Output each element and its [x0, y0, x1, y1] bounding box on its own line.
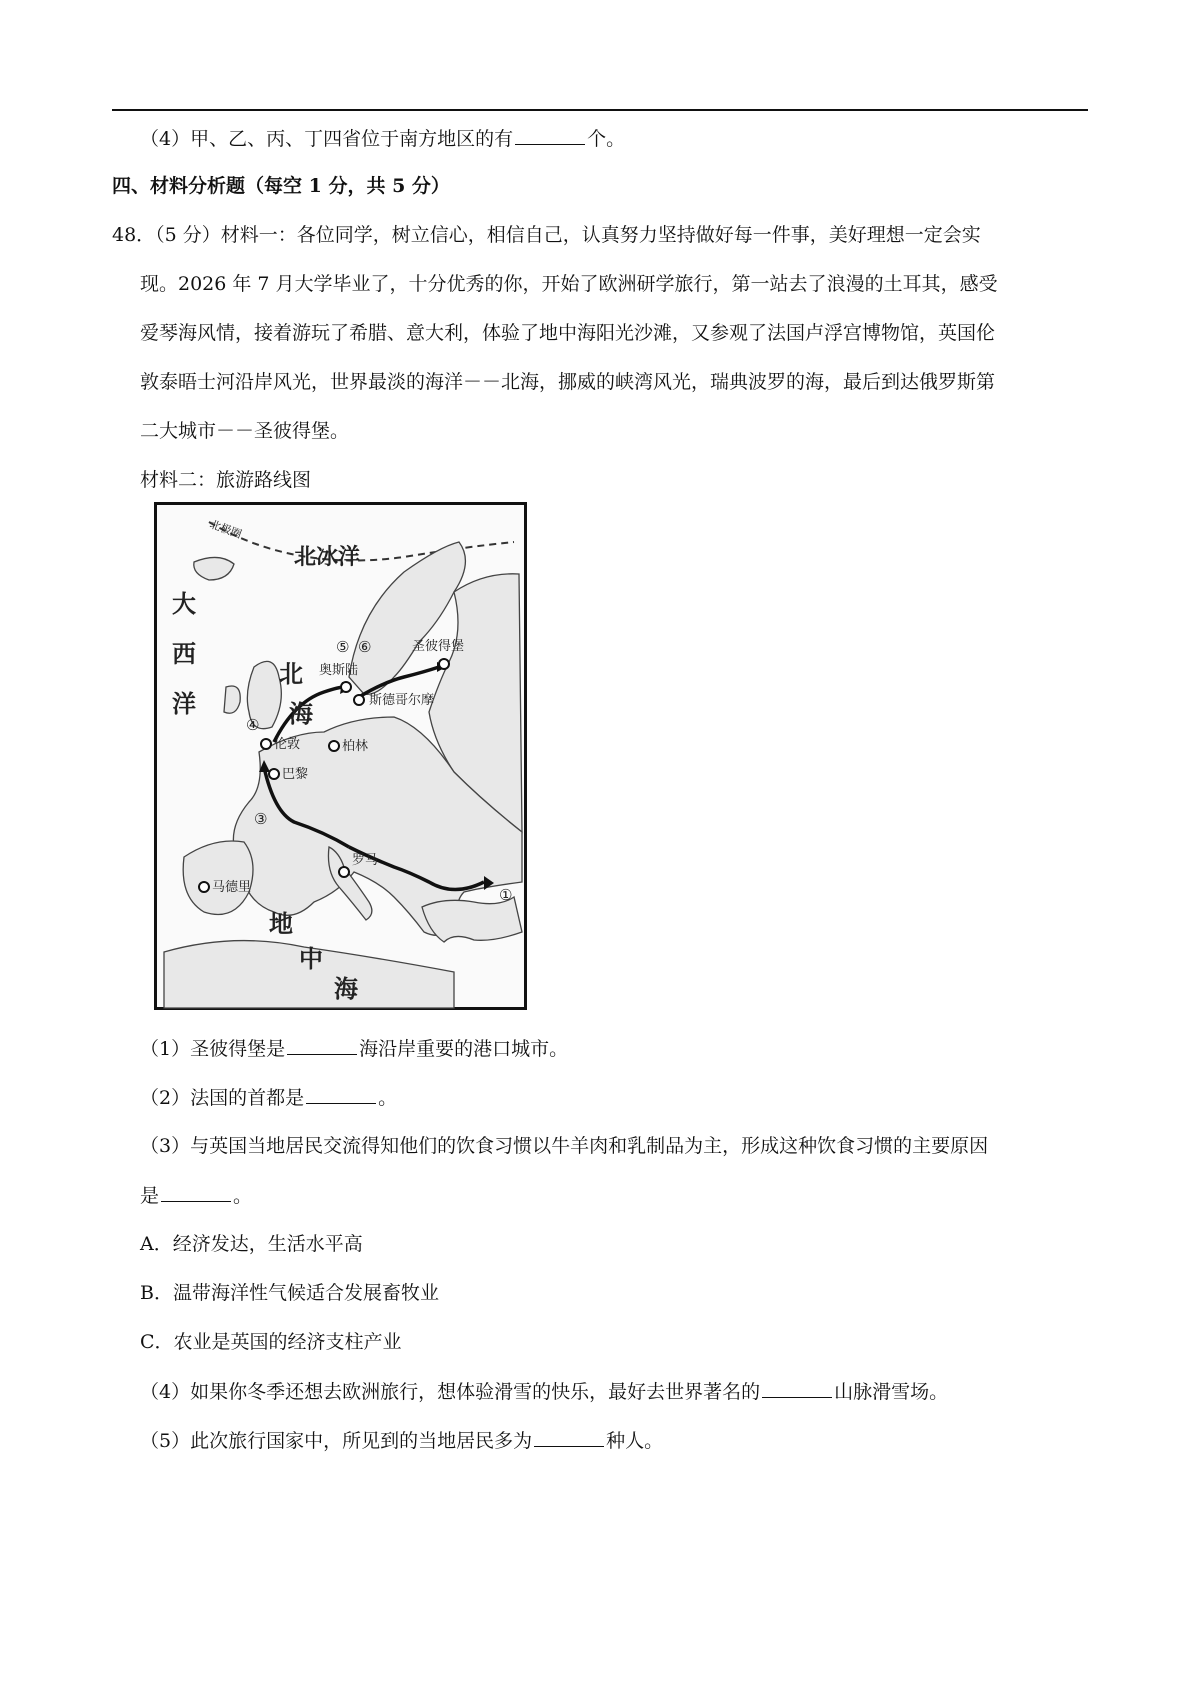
london-dot: [261, 739, 271, 749]
q48-line5: 二大城市－－圣彼得堡。: [140, 420, 350, 442]
question-3-text: 是: [140, 1185, 160, 1207]
rome-label: 罗马: [352, 853, 379, 868]
oslo-dot: [341, 682, 351, 692]
question-3-line2: [140, 1181, 252, 1210]
answer-blank-4[interactable]: [762, 1377, 832, 1398]
question-4-suffix: 山脉滑雪场。: [834, 1381, 949, 1403]
material-two-label: 材料二：旅游路线图: [140, 469, 312, 491]
question-2: [140, 1083, 397, 1112]
question-5-suffix: 种人。: [606, 1430, 664, 1452]
atlantic-label-2: 西: [172, 640, 196, 668]
atlantic-label-3: 洋: [172, 690, 196, 718]
route-marker-5: ⑤: [336, 638, 350, 656]
route-marker-6: ⑥: [358, 638, 372, 656]
north-sea-label-2: 海: [289, 700, 313, 728]
q48-line3: 爱琴海风情，接着游玩了希腊、意大利，体验了地中海阳光沙滩，又参观了法国卢浮宫博物馆，英国伦: [140, 322, 996, 344]
question-3-suffix: 。: [233, 1185, 253, 1207]
st-petersburg-label: 圣彼得堡: [412, 639, 465, 654]
q48-line2: 现。2026 年 7 月大学毕业了，十分优秀的你，开始了欧洲研学旅行，第一站去了浪漫的土耳其，感受: [140, 273, 998, 295]
question-4-text: （4）如果你冬季还想去欧洲旅行，想体验滑雪的快乐，最好去世界著名的: [140, 1381, 761, 1403]
med-sea-label-1: 地: [269, 910, 293, 938]
london-label: 伦敦: [274, 737, 301, 752]
answer-blank-1[interactable]: [287, 1034, 357, 1055]
st-petersburg-dot: [439, 659, 449, 669]
question-1: [140, 1034, 568, 1063]
question-5-text: （5）此次旅行国家中，所见到的当地居民多为: [140, 1430, 533, 1452]
paris-dot: [269, 769, 279, 779]
prev-question-4-suffix: 个。: [587, 128, 626, 150]
atlantic-label-1: 大: [172, 590, 196, 618]
madrid-dot: [199, 882, 209, 892]
question-5: [140, 1426, 663, 1455]
rome-dot: [339, 867, 349, 877]
prev-question-4: [140, 124, 625, 153]
stockholm-label: 斯德哥尔摩: [369, 693, 435, 708]
answer-blank[interactable]: [515, 124, 585, 145]
answer-blank-3[interactable]: [161, 1181, 231, 1202]
header-rule: [112, 109, 1088, 111]
question-2-suffix: 。: [378, 1087, 398, 1109]
question-4: [140, 1377, 948, 1406]
route-marker-3: ③: [254, 810, 268, 828]
option-c[interactable]: C．农业是英国的经济支柱产业: [140, 1331, 402, 1353]
question-2-text: （2）法国的首都是: [140, 1087, 305, 1109]
route-marker-4: ④: [246, 716, 260, 734]
north-sea-label-1: 北: [279, 660, 303, 688]
question-3-line1: （3）与英国当地居民交流得知他们的饮食习惯以牛羊肉和乳制品为主，形成这种饮食习惯的主要原因: [140, 1135, 989, 1157]
answer-blank-2[interactable]: [306, 1083, 376, 1104]
arctic-circle-label: 北极圈: [207, 517, 244, 542]
stockholm-dot: [354, 695, 364, 705]
question-1-text: （1）圣彼得堡是: [140, 1038, 286, 1060]
answer-blank-5[interactable]: [534, 1426, 604, 1447]
madrid-label: 马德里: [212, 880, 252, 895]
route-marker-1: ①: [499, 886, 513, 904]
q48-line4: 敦泰晤士河沿岸风光，世界最淡的海洋－－北海，挪威的峡湾风光，瑞典波罗的海，最后到达俄罗斯第: [140, 371, 996, 393]
paris-label: 巴黎: [282, 767, 309, 782]
travel-route-map: [154, 502, 527, 1010]
option-a[interactable]: A．经济发达，生活水平高: [140, 1233, 363, 1255]
section-title: 四、材料分析题（每空 1 分，共 5 分）: [112, 175, 450, 197]
oslo-label: 奥斯陆: [319, 663, 359, 678]
berlin-dot: [329, 741, 339, 751]
med-sea-label-2: 中: [299, 945, 323, 973]
prev-question-4-text: （4）甲、乙、丙、丁四省位于南方地区的有: [140, 128, 514, 150]
q48-line1: 48．（5 分）材料一：各位同学，树立信心，相信自己，认真努力坚持做好每一件事，美好理想一定会实: [112, 224, 981, 246]
arctic-ocean-label: 北冰洋: [294, 545, 361, 570]
berlin-label: 柏林: [342, 739, 369, 754]
question-1-suffix: 海沿岸重要的港口城市。: [359, 1038, 569, 1060]
med-sea-label-3: 海: [334, 975, 358, 1003]
option-b[interactable]: B．温带海洋性气候适合发展畜牧业: [140, 1282, 439, 1304]
